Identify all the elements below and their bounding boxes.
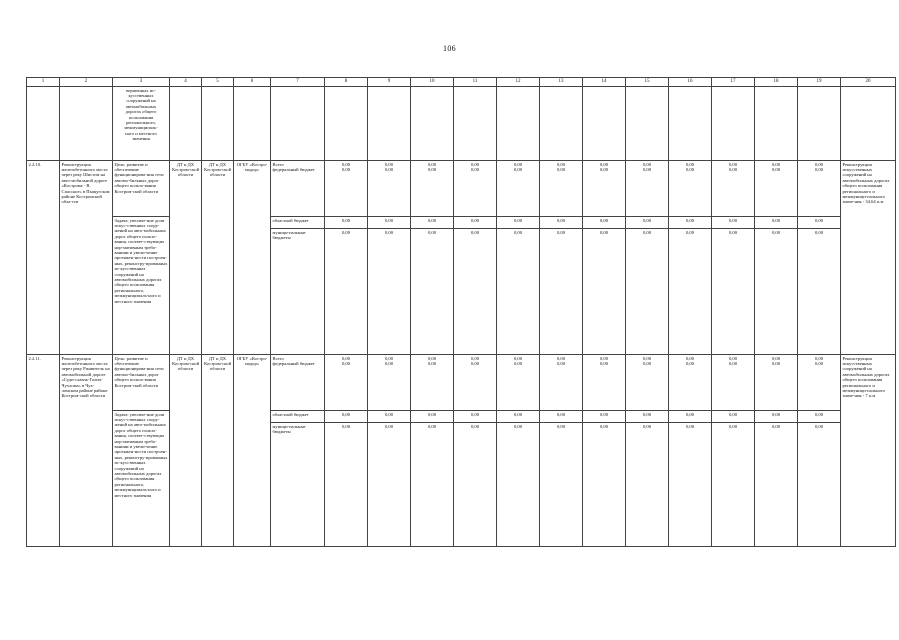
column-number: 3 xyxy=(113,78,170,87)
column-number: 20 xyxy=(841,78,896,87)
value-regional: 0,00 xyxy=(798,217,841,229)
value-regional: 0,00 xyxy=(583,411,626,423)
continuation-row xyxy=(27,87,896,161)
value-total: 0,00 xyxy=(728,355,738,361)
value-federal: 0,00 xyxy=(384,166,394,172)
responsible-executor: ДТ и ДХ Костром-ской области xyxy=(170,161,202,355)
value-regional: 0,00 xyxy=(454,217,497,229)
column-number: 13 xyxy=(540,78,583,87)
value-federal: 0,00 xyxy=(771,360,781,366)
column-number: 18 xyxy=(755,78,798,87)
page-number: 106 xyxy=(443,44,456,53)
value-regional: 0,00 xyxy=(540,217,583,229)
table-row xyxy=(27,217,896,229)
value-municipal: 0,00 xyxy=(712,423,755,547)
column-number: 15 xyxy=(626,78,669,87)
column-number: 2 xyxy=(60,78,113,87)
task-text: Задача: увеличе-ние доли искус-ственных соору-жений на авто-мобильных дорог общего пользо-вания, соответ-ствующих нор-мативным требо-ваниям и увели-чение протяжен-ности построен-ных, реконстру-ированных ис-кусственных сооружений на автомобильных дорогах общего пользования регионального, межмуниципаль-ного и местного значения xyxy=(113,411,170,547)
value-municipal: 0,00 xyxy=(669,229,712,355)
goal-text: Цель: развитие и обеспечение функционирова-ния сети автомо-бильных дорог общего пользо-вания Костром-ской области xyxy=(113,161,170,217)
value-regional: 0,00 xyxy=(712,217,755,229)
value-regional: 0,00 xyxy=(368,411,411,423)
value-municipal: 0,00 xyxy=(325,423,368,547)
value-federal: 0,00 xyxy=(599,360,609,366)
value-total: 0,00 xyxy=(771,355,781,361)
source-regional: областной бюджет xyxy=(271,411,325,423)
source-municipal: муници-пальные бюджеты xyxy=(271,229,325,355)
column-number: 16 xyxy=(669,78,712,87)
value-total: 0,00 xyxy=(341,161,351,167)
value-total: 0,00 xyxy=(556,355,566,361)
value-federal: 0,00 xyxy=(685,360,695,366)
value-federal: 0,00 xyxy=(427,360,437,366)
value-total: 0,00 xyxy=(556,161,566,167)
column-number: 4 xyxy=(170,78,202,87)
value-total: 0,00 xyxy=(513,355,523,361)
goal-text: Цель: развитие и обеспечение функционирова-ния сети автомо-бильных дорог общего пользо-вания Костром-ской области xyxy=(113,355,170,411)
value-federal: 0,00 xyxy=(341,166,351,172)
column-number: 11 xyxy=(454,78,497,87)
value-regional: 0,00 xyxy=(325,411,368,423)
expected-result: Реконструкция искусственных сооружений на автомобильных дорогах общего пользования регионального и межмуници-пального значе-ния - 34,64 п.м xyxy=(841,161,896,355)
value-regional: 0,00 xyxy=(669,411,712,423)
value-regional: 0,00 xyxy=(454,411,497,423)
source-federal: федеральный бюджет xyxy=(272,360,315,366)
value-regional: 0,00 xyxy=(626,411,669,423)
table-row xyxy=(27,355,896,411)
value-regional: 0,00 xyxy=(497,217,540,229)
customer: ДТ и ДХ Костром-ской области xyxy=(202,355,234,547)
task-text: Задача: увеличе-ние доли искус-ственных соору-жений на авто-мобильных дорог общего пользо-вания, соответ-ствующих нор-мативным требо-ваниям и увели-чение протяжен-ности построен-ных, реконстру-ированных ис-кусственных сооружений на автомобильных дорогах общего пользования регионального, межмуниципаль-ного и местного значения xyxy=(113,217,170,355)
customer: ДТ и ДХ Костром-ской области xyxy=(202,161,234,355)
column-number: 19 xyxy=(798,78,841,87)
item-number: 2.2.10. xyxy=(27,161,60,355)
value-federal: 0,00 xyxy=(384,360,394,366)
value-total: 0,00 xyxy=(728,161,738,167)
column-number: 17 xyxy=(712,78,755,87)
value-municipal: 0,00 xyxy=(497,229,540,355)
value-regional: 0,00 xyxy=(583,217,626,229)
objective-continuation: вершенных ис- кусственных сооружений на автомобильных дорогах общего пользования регионального, межмуниципаль- ного и местного значения xyxy=(113,87,170,161)
value-federal: 0,00 xyxy=(513,166,523,172)
value-total: 0,00 xyxy=(427,161,437,167)
source-regional: областной бюджет xyxy=(271,217,325,229)
column-number: 5 xyxy=(202,78,234,87)
value-total: 0,00 xyxy=(685,355,695,361)
value-regional: 0,00 xyxy=(411,411,454,423)
value-regional: 0,00 xyxy=(411,217,454,229)
column-number: 14 xyxy=(583,78,626,87)
value-total: 0,00 xyxy=(642,161,652,167)
value-municipal: 0,00 xyxy=(626,229,669,355)
value-municipal: 0,00 xyxy=(755,423,798,547)
value-total: 0,00 xyxy=(642,355,652,361)
value-regional: 0,00 xyxy=(626,217,669,229)
value-regional: 0,00 xyxy=(712,411,755,423)
value-regional: 0,00 xyxy=(497,411,540,423)
value-municipal: 0,00 xyxy=(583,423,626,547)
value-federal: 0,00 xyxy=(513,360,523,366)
value-municipal: 0,00 xyxy=(798,423,841,547)
value-municipal: 0,00 xyxy=(325,229,368,355)
value-municipal: 0,00 xyxy=(626,423,669,547)
value-total: 0,00 xyxy=(599,161,609,167)
value-regional: 0,00 xyxy=(755,411,798,423)
value-municipal: 0,00 xyxy=(368,229,411,355)
value-federal: 0,00 xyxy=(728,360,738,366)
responsible-executor: ДТ и ДХ Костром-ской области xyxy=(170,355,202,547)
table-row xyxy=(27,161,896,217)
value-federal: 0,00 xyxy=(341,360,351,366)
value-federal: 0,00 xyxy=(556,360,566,366)
value-municipal: 0,00 xyxy=(712,229,755,355)
executor: ОГБУ «Костро-мадор» xyxy=(234,355,271,547)
column-number: 6 xyxy=(234,78,271,87)
value-federal: 0,00 xyxy=(642,360,652,366)
value-federal: 0,00 xyxy=(728,166,738,172)
value-federal: 0,00 xyxy=(470,360,480,366)
value-total: 0,00 xyxy=(470,355,480,361)
value-total: 0,00 xyxy=(685,161,695,167)
value-municipal: 0,00 xyxy=(540,229,583,355)
value-municipal: 0,00 xyxy=(454,423,497,547)
source-federal: федеральный бюджет xyxy=(272,166,315,172)
value-regional: 0,00 xyxy=(325,217,368,229)
value-municipal: 0,00 xyxy=(411,229,454,355)
value-federal: 0,00 xyxy=(470,166,480,172)
value-total: 0,00 xyxy=(513,161,523,167)
executor: ОГБУ «Костро-мадор» xyxy=(234,161,271,355)
source-total: Всего xyxy=(272,161,284,167)
value-total: 0,00 xyxy=(427,355,437,361)
value-total: 0,00 xyxy=(384,161,394,167)
value-municipal: 0,00 xyxy=(368,423,411,547)
item-number: 2.2.11. xyxy=(27,355,60,547)
column-number: 8 xyxy=(325,78,368,87)
column-number: 9 xyxy=(368,78,411,87)
column-number: 1 xyxy=(27,78,60,87)
value-municipal: 0,00 xyxy=(411,423,454,547)
value-regional: 0,00 xyxy=(755,217,798,229)
value-municipal: 0,00 xyxy=(583,229,626,355)
value-federal: 0,00 xyxy=(556,166,566,172)
value-municipal: 0,00 xyxy=(454,229,497,355)
source-municipal: муници-пальные бюджеты xyxy=(271,423,325,547)
value-total: 0,00 xyxy=(384,355,394,361)
value-total: 0,00 xyxy=(599,355,609,361)
source-cell xyxy=(271,355,325,411)
source-cell xyxy=(271,161,325,217)
measure-name: Реконструкция железобетонного моста через реку Ржавитель на автомобильной дороге «Суди-славль-Галич-Чухлома» в Чух-ломском районе районе Костром-ской области xyxy=(60,355,113,547)
value-regional: 0,00 xyxy=(669,217,712,229)
column-number: 12 xyxy=(497,78,540,87)
value-total: 0,00 xyxy=(470,161,480,167)
value-federal: 0,00 xyxy=(771,166,781,172)
program-table xyxy=(26,77,896,547)
value-total: 0,00 xyxy=(814,355,824,361)
value-federal: 0,00 xyxy=(599,166,609,172)
value-federal: 0,00 xyxy=(814,360,824,366)
source-total: Всего xyxy=(272,355,284,361)
value-federal: 0,00 xyxy=(427,166,437,172)
table-row xyxy=(27,411,896,423)
column-number: 7 xyxy=(271,78,325,87)
value-federal: 0,00 xyxy=(685,166,695,172)
value-regional: 0,00 xyxy=(798,411,841,423)
value-municipal: 0,00 xyxy=(540,423,583,547)
value-federal: 0,00 xyxy=(642,166,652,172)
value-federal: 0,00 xyxy=(814,166,824,172)
value-regional: 0,00 xyxy=(368,217,411,229)
column-number-row xyxy=(27,78,896,87)
measure-name: Реконструкция железобетонного моста через реку Шистом на авто-мобильной дороге «Кострома - В. Спасское» в Пыщугском районе Костромской обла-сти xyxy=(60,161,113,355)
expected-result: Реконструкция искусственных сооружений на автомобильных дорогах общего пользования регионального и межмуници-пального значе-ния - 7 п.м xyxy=(841,355,896,547)
value-total: 0,00 xyxy=(771,161,781,167)
column-number: 10 xyxy=(411,78,454,87)
value-municipal: 0,00 xyxy=(497,423,540,547)
value-total: 0,00 xyxy=(341,355,351,361)
value-municipal: 0,00 xyxy=(798,229,841,355)
value-municipal: 0,00 xyxy=(755,229,798,355)
value-regional: 0,00 xyxy=(540,411,583,423)
value-municipal: 0,00 xyxy=(669,423,712,547)
value-total: 0,00 xyxy=(814,161,824,167)
